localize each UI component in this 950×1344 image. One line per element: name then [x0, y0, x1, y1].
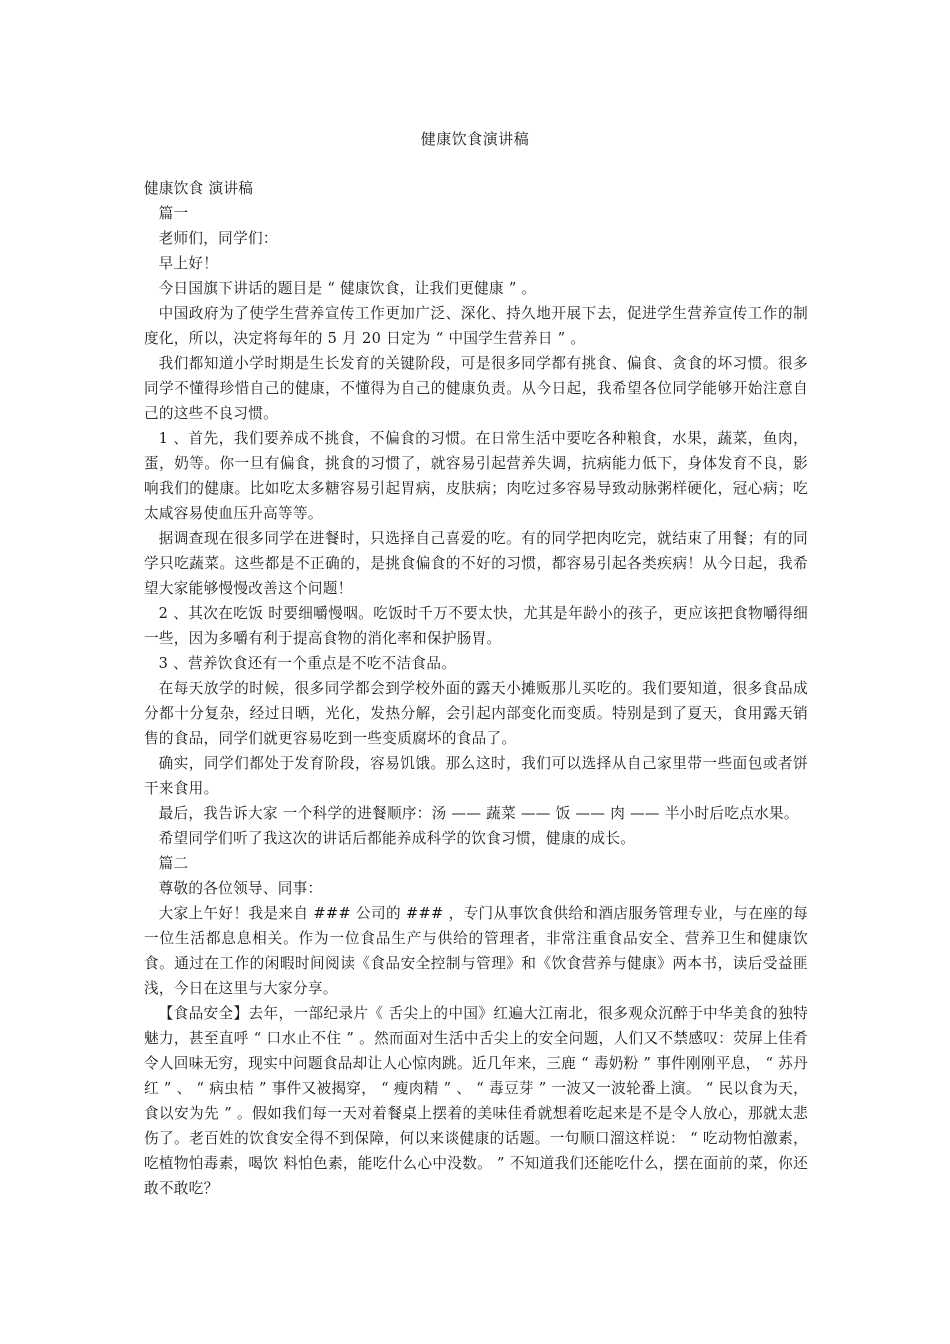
paragraph: 大家上午好！我是来自 ### 公司的 ### ，专门从事饮食供给和酒店服务管理专业，与在座的每一位生活都息息相关。作为一位食品生产与供给的管理者，非常注重食品安全、营养卫生和健康饮食。通过在工作的闲暇时间阅读《食品安全控制与管理》和《饮食营养与健康》两本书，读后受益匪浅，今日在这里与大家分享。: [144, 905, 808, 997]
paragraph: 【食品安全】去年，一部纪录片《 舌尖上的中国》红遍大江南北，很多观众沉醉于中华美食的独特魅力，甚至直呼 “ 口水止不住 ” 。然而面对生活中舌尖上的安全问题，人们又不禁感叹：荧屏上佳肴令人回味无穷，现实中问题食品却让人心惊肉跳。近几年来，三鹿 “ 毒奶粉 ” 事件刚刚平息， “ 苏丹红 ” 、 “ 病虫桔 ” 事件又被揭穿， “ 瘦肉精 ” 、 “ 毒豆芽 ” 一波又一波轮番上演。 “ 民以食为天，食以安为先 ” 。假如我们每一天对着餐桌上摆着的美味佳肴就想着吃起来是不是令人放心，那就太悲伤了。老百姓的饮食安全得不到保障，何以来谈健康的话题。一句顺口溜这样说： “ 吃动物怕激素，吃植物怕毒素，喝饮 料怕色素，能吃什么心中没数。 ” 不知道我们还能吃什么，摆在面前的菜，你还敢不敢吃？: [144, 1005, 808, 1197]
section-heading-1: 篇一: [158, 205, 189, 222]
paragraph: 今日国旗下讲话的题目是 “ 健康饮食，让我们更健康 ” 。: [158, 280, 537, 297]
paragraph: 2 、其次在吃饭 时要细嚼慢咽。吃饭时千万不要太快，尤其是年龄小的孩子，更应该把食物嚼得细一些，因为多嚼有利于提高食物的消化率和保护肠胃。: [144, 605, 808, 647]
paragraph: 中国政府为了使学生营养宣传工作更加广泛、深化、持久地开展下去，促进学生营养宣传工作的制度化，所以，决定将每年的 5 月 20 日定为 “ 中国学生营养日 ” 。: [144, 305, 808, 347]
paragraph: 1 、首先，我们要养成不挑食，不偏食的习惯。在日常生活中要吃各种粮食，水果，蔬菜，鱼肉，蛋，奶等。你一旦有偏食，挑食的习惯了，就容易引起营养失调，抗病能力低下，身体发育不良，影响我们的健康。比如吃太多糖容易引起胃病，皮肤病；肉吃过多容易导致动脉粥样硬化，冠心病；吃太咸容易使血压升高等等。: [144, 430, 808, 522]
section-heading-2: 篇二: [158, 855, 189, 872]
paragraph: 在每天放学的时候，很多同学都会到学校外面的露天小摊贩那儿买吃的。我们要知道，很多食品成分都十分复杂，经过日晒，光化，发热分解，会引起内部变化而变质。特别是到了夏天，食用露天销售的食品，同学们就更容易吃到一些变质腐坏的食品了。: [144, 680, 808, 747]
document-body: [144, 176, 808, 1201]
paragraph: 3 、营养饮食还有一个重点是不吃不洁食品。: [158, 655, 457, 672]
paragraph: 我们都知道小学时期是生长发育的关键阶段，可是很多同学都有挑食、偏食、贪食的坏习惯。很多同学不懂得珍惜自己的健康，不懂得为自己的健康负责。从今日起，我希望各位同学能够开始注意自己的这些不良习惯。: [144, 355, 808, 422]
paragraph: 希望同学们听了我这次的讲话后都能养成科学的饮食习惯，健康的成长。: [158, 830, 636, 847]
paragraph: 早上好！: [158, 255, 219, 272]
document-title: 健康饮食演讲稿: [420, 130, 530, 148]
paragraph: 最后，我告诉大家 一个科学的进餐顺序：汤 —— 蔬菜 —— 饭 —— 肉 —— 半小时后吃点水果。: [158, 805, 799, 822]
paragraph: 据调查现在很多同学在进餐时，只选择自己喜爱的吃。有的同学把肉吃完，就结束了用餐；有的同学只吃蔬菜。这些都是不正确的，是挑食偏食的不好的习惯，都容易引起各类疾病！从今日起，我希望大家能够慢慢改善这个问题！: [144, 530, 808, 597]
paragraph: 老师们，同学们：: [158, 230, 278, 247]
subtitle: 健康饮食 演讲稿: [144, 180, 254, 197]
paragraph: 尊敬的各位领导、同事：: [158, 880, 323, 897]
paragraph: 确实，同学们都处于发育阶段，容易饥饿。那么这时，我们可以选择从自己家里带一些面包或者饼干来食用。: [144, 755, 808, 797]
